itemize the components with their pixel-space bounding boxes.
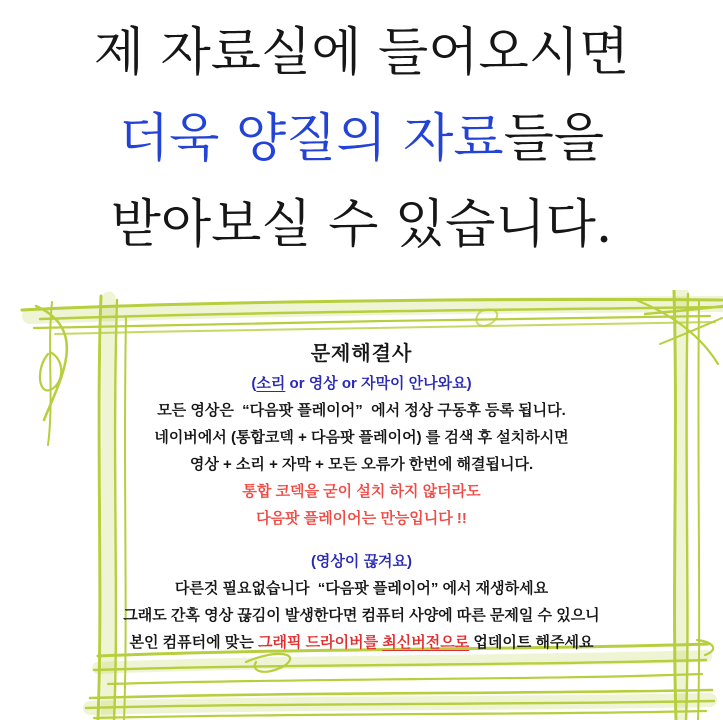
stutter-line-3-prefix: 본인 컴퓨터에 맞는 bbox=[129, 634, 258, 651]
stutter-line-1: 다른것 필요없습니다 “다음팟 플레이어” 에서 재생하세요 bbox=[174, 580, 549, 597]
notice-content bbox=[0, 290, 723, 656]
notice-box bbox=[0, 290, 723, 720]
stutter-line-3-red-underlined: 최신버전으로 bbox=[382, 634, 470, 651]
section-gap bbox=[0, 532, 723, 548]
stutter-line-3-red: 그래픽 드라이버를 bbox=[257, 634, 383, 651]
stutter-line-3-suffix: 업데이트 해주세요 bbox=[469, 634, 594, 651]
stutter-line-2: 그래도 간혹 영상 끊김이 발생한다면 컴퓨터 사양에 따른 문제일 수 있으니 bbox=[123, 607, 600, 624]
audio-heading-open: ( bbox=[251, 375, 257, 392]
intro-line-2-highlight: 더욱 양질의 자료 bbox=[118, 109, 504, 169]
audio-line-1: 모든 영상은 “다음팟 플레이어” 에서 정상 구동후 등록 됩니다. bbox=[157, 402, 566, 419]
stutter-section-heading: (영상이 끊겨요) bbox=[310, 553, 413, 570]
audio-line-2: 네이버에서 (통합코덱 + 다음팟 플레이어) 를 검색 후 설치하시면 bbox=[154, 429, 569, 446]
intro-line-1: 제 자료실에 들어오시면 bbox=[93, 23, 630, 83]
intro-text bbox=[0, 0, 723, 268]
stutter-line-3 bbox=[0, 629, 723, 656]
intro-line-3: 받아보실 수 있습니다. bbox=[110, 195, 613, 255]
audio-warning-1: 통합 코덱을 굳이 설치 하지 않더라도 bbox=[242, 483, 481, 500]
notice-title: 문제해결사 bbox=[310, 343, 413, 365]
intro-line-2 bbox=[0, 96, 723, 182]
audio-warning-2: 다음팟 플레이어는 만능입니다 !! bbox=[256, 510, 467, 527]
audio-heading-underlined: 소리 bbox=[256, 375, 286, 392]
audio-heading-rest: or 영상 or 자막이 안나와요) bbox=[285, 375, 472, 392]
audio-section-heading bbox=[0, 370, 723, 397]
audio-line-3: 영상 + 소리 + 자막 + 모든 오류가 한번에 해결됩니다. bbox=[189, 456, 534, 473]
intro-line-2-rest: 들을 bbox=[503, 109, 605, 169]
